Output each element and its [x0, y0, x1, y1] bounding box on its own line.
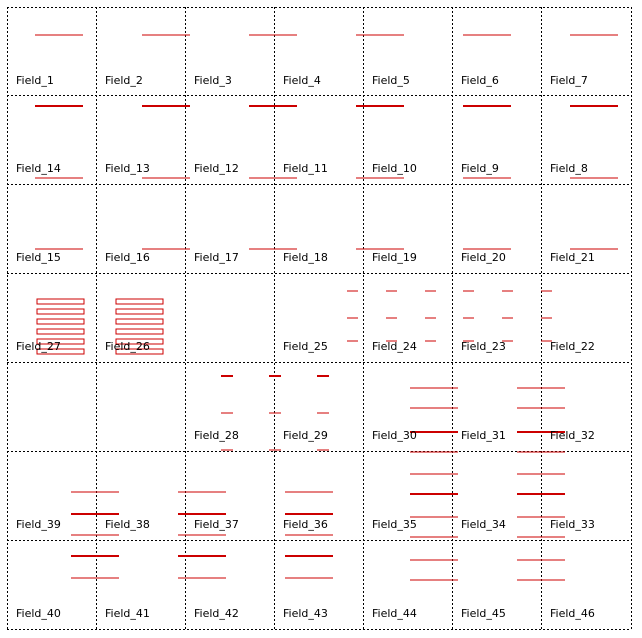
field-label: Field_3	[194, 74, 232, 87]
stacked-box-mark	[116, 309, 163, 314]
field-label: Field_45	[461, 607, 506, 620]
field-label: Field_44	[372, 607, 417, 620]
field-label: Field_9	[461, 162, 499, 175]
field-label: Field_18	[283, 251, 328, 264]
field-label: Field_40	[16, 607, 61, 620]
field-label: Field_21	[550, 251, 595, 264]
field-label: Field_2	[105, 74, 143, 87]
field-label: Field_6	[461, 74, 499, 87]
field-label: Field_19	[372, 251, 417, 264]
stacked-box-mark	[37, 319, 84, 324]
field-label: Field_36	[283, 518, 328, 531]
field-label: Field_7	[550, 74, 588, 87]
field-label: Field_20	[461, 251, 506, 264]
field-label: Field_13	[105, 162, 150, 175]
field-label: Field_34	[461, 518, 506, 531]
field-label: Field_1	[16, 74, 54, 87]
stacked-box-mark	[116, 299, 163, 304]
stacked-box-mark	[116, 319, 163, 324]
stacked-box-mark	[37, 309, 84, 314]
field-label: Field_14	[16, 162, 61, 175]
field-label: Field_32	[550, 429, 595, 442]
field-label: Field_31	[461, 429, 506, 442]
field-label: Field_46	[550, 607, 595, 620]
field-label: Field_8	[550, 162, 588, 175]
field-label: Field_28	[194, 429, 239, 442]
stacked-box-mark	[37, 299, 84, 304]
field-label: Field_30	[372, 429, 417, 442]
field-label: Field_5	[372, 74, 410, 87]
field-label: Field_16	[105, 251, 150, 264]
field-label: Field_17	[194, 251, 239, 264]
field-label: Field_29	[283, 429, 328, 442]
field-label: Field_11	[283, 162, 328, 175]
field-label: Field_37	[194, 518, 239, 531]
field-label: Field_39	[16, 518, 61, 531]
field-label: Field_43	[283, 607, 328, 620]
stacked-box-mark	[116, 329, 163, 334]
field-label: Field_42	[194, 607, 239, 620]
field-label: Field_33	[550, 518, 595, 531]
field-label: Field_22	[550, 340, 595, 353]
field-label: Field_35	[372, 518, 417, 531]
field-label: Field_10	[372, 162, 417, 175]
field-label: Field_26	[105, 340, 150, 353]
field-label: Field_15	[16, 251, 61, 264]
field-label: Field_23	[461, 340, 506, 353]
field-label: Field_12	[194, 162, 239, 175]
field-label: Field_41	[105, 607, 150, 620]
field-label: Field_25	[283, 340, 328, 353]
field-label: Field_27	[16, 340, 61, 353]
stacked-box-mark	[37, 329, 84, 334]
field-label: Field_38	[105, 518, 150, 531]
field-label: Field_4	[283, 74, 321, 87]
field-label: Field_24	[372, 340, 417, 353]
